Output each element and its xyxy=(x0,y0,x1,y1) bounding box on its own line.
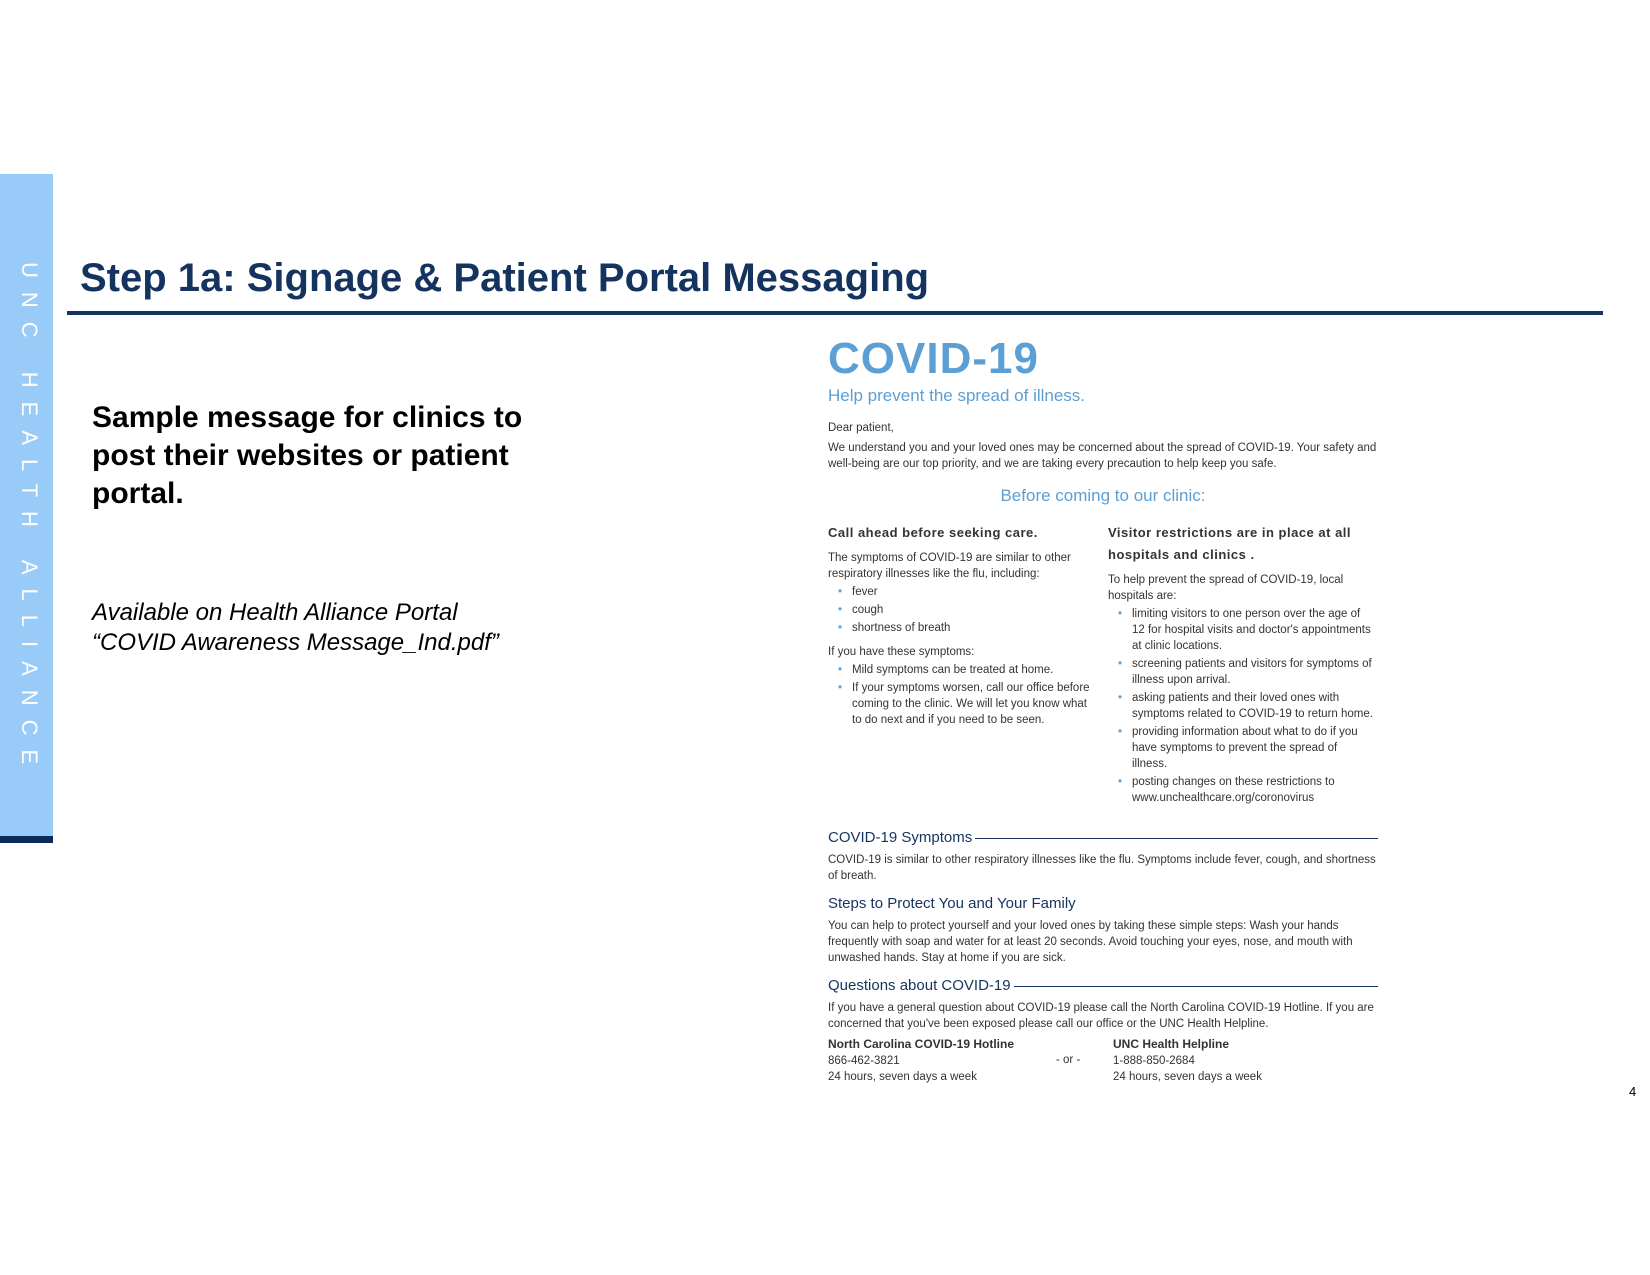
or-separator: - or - xyxy=(1056,1054,1081,1066)
if-list xyxy=(828,662,1093,728)
hotline-hours: 24 hours, seven days a week xyxy=(828,1071,977,1083)
greeting: Dear patient, xyxy=(828,422,894,434)
sidebar-accent-bar xyxy=(0,836,53,843)
symptom-list xyxy=(828,584,1093,636)
before-clinic-heading: Before coming to our clinic: xyxy=(1000,486,1206,505)
availability-line-1: Available on Health Alliance Portal xyxy=(92,599,458,626)
section-heading: Questions about COVID-19 xyxy=(828,977,1011,994)
availability-line-2: “COVID Awareness Message_Ind.pdf” xyxy=(92,629,499,656)
questions-section xyxy=(828,976,1378,1032)
section-heading: COVID-19 Symptoms xyxy=(828,829,973,846)
list-item: • Mild symptoms can be treated at home. xyxy=(852,662,1093,678)
notice-subtitle: Help prevent the spread of illness. xyxy=(828,386,1086,405)
right-body: To help prevent the spread of COVID-19, local hospitals are: xyxy=(1108,574,1344,602)
if-label: If you have these symptoms: xyxy=(828,646,975,658)
hotline-contact xyxy=(828,1036,1058,1085)
helpline-name: UNC Health Helpline xyxy=(1113,1037,1230,1051)
notice-intro xyxy=(828,420,1378,472)
helpline-contact xyxy=(1113,1036,1343,1085)
list-item: • shortness of breath xyxy=(852,620,1093,636)
list-item: • fever xyxy=(852,584,1093,600)
lead-text: Sample message for clinics to post their websites or patient portal. xyxy=(92,401,523,510)
list-item: • posting changes on these restrictions to www.unchealthcare.org/coronovirus xyxy=(1132,774,1373,806)
intro-text: We understand you and your loved ones may be concerned about the spread of COVID-19. Your safety and well-being are our top priority, and we are taking every precaution to help keep you safe. xyxy=(828,442,1377,470)
notice-title: COVID-19 xyxy=(828,334,1039,383)
hotline-name: North Carolina COVID-19 Hotline xyxy=(828,1037,1015,1051)
left-column xyxy=(828,522,1093,732)
right-heading: Visitor restrictions are in place at all hospitals and clinics . xyxy=(1108,525,1352,562)
left-body: The symptoms of COVID-19 are similar to other respiratory illnesses like the flu, including: xyxy=(828,552,1071,580)
restriction-list xyxy=(1108,606,1373,806)
section-body: If you have a general question about COVID-19 please call the North Carolina COVID-19 Hotline. If you are concerned that you've been exposed please call our office or the UNC Health Helpline. xyxy=(828,1002,1374,1030)
section-rule xyxy=(975,838,1378,839)
section-body: COVID-19 is similar to other respiratory illnesses like the flu. Symptoms include fever, cough, and shortness of breath. xyxy=(828,854,1376,882)
page-number: 4 xyxy=(1629,1084,1637,1099)
list-item: • limiting visitors to one person over the age of 12 for hospital visits and doctor's appointments at clinic locations. xyxy=(1132,606,1373,654)
section-rule xyxy=(1014,986,1378,987)
section-body: You can help to protect yourself and your loved ones by taking these simple steps: Wash your hands frequently with soap and water for at least 20 seconds. Avoid touching your eyes, nose, and mouth with unwashed hands. Stay at home if you are sick. xyxy=(828,920,1353,964)
list-item: • asking patients and their loved ones with symptoms related to COVID-19 to return home. xyxy=(1132,690,1373,722)
left-heading: Call ahead before seeking care. xyxy=(828,525,1038,540)
helpline-phone: 1-888-850-2684 xyxy=(1113,1055,1195,1067)
page-title: Step 1a: Signage & Patient Portal Messaging xyxy=(80,256,930,300)
helpline-hours: 24 hours, seven days a week xyxy=(1113,1071,1262,1083)
hotline-phone: 866-462-3821 xyxy=(828,1055,900,1067)
symptoms-section xyxy=(828,828,1378,884)
availability-note xyxy=(92,598,572,658)
list-item: • providing information about what to do if you have symptoms to prevent the spread of illness. xyxy=(1132,724,1373,772)
protect-section xyxy=(828,894,1378,966)
title-divider xyxy=(67,311,1603,315)
section-heading: Steps to Protect You and Your Family xyxy=(828,895,1076,912)
right-column xyxy=(1108,522,1373,810)
list-item: • cough xyxy=(852,602,1093,618)
sidebar-brand-text: UNC HEALTH ALLIANCE xyxy=(17,262,42,779)
list-item: • If your symptoms worsen, call our office before coming to the clinic. We will let you know what to do next and if you need to be seen. xyxy=(852,680,1093,728)
list-item: • screening patients and visitors for symptoms of illness upon arrival. xyxy=(1132,656,1373,688)
